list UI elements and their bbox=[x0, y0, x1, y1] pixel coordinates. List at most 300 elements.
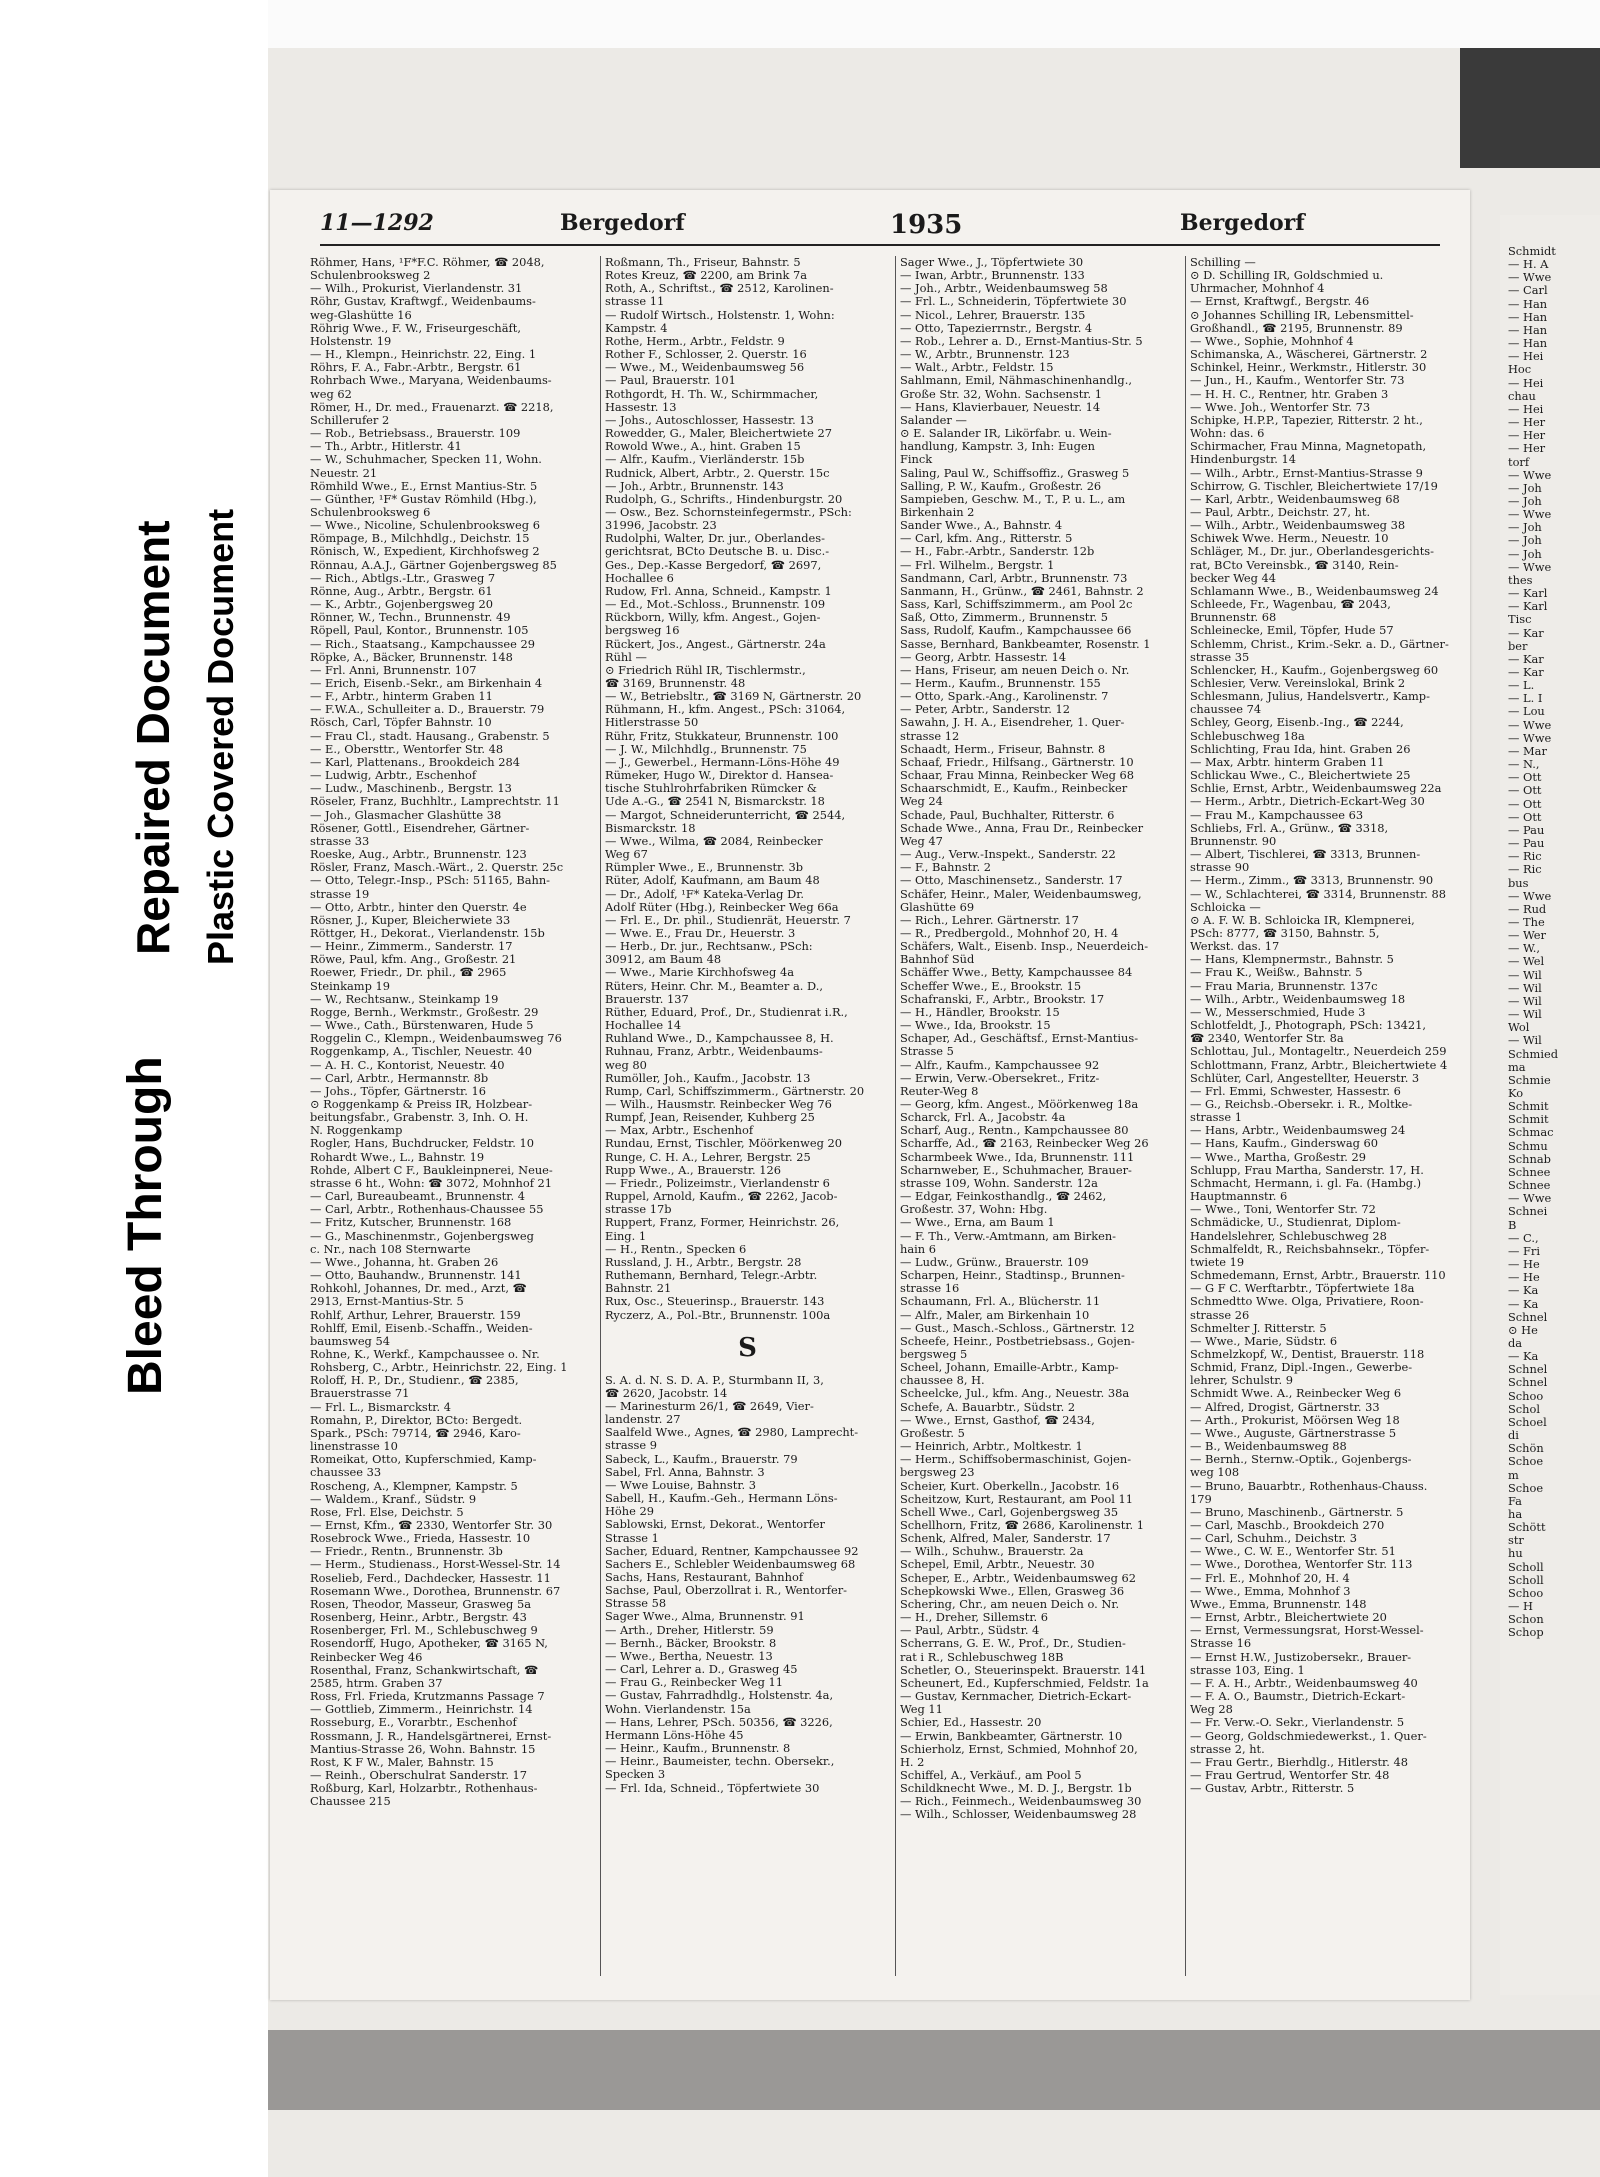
directory-entry: Bahnstr. 21 bbox=[605, 1282, 672, 1296]
directory-entry: Bahnhof Süd bbox=[900, 953, 975, 967]
directory-entry: Reinbecker Weg 46 bbox=[310, 1650, 423, 1664]
adjacent-page-fragment: — Wel bbox=[1508, 955, 1545, 969]
directory-entry: Sass, Karl, Schiffszimmerm., am Pool 2c bbox=[900, 598, 1133, 612]
directory-entry: Rosen, Theodor, Masseur, Grasweg 5a bbox=[310, 1597, 531, 1611]
directory-entry: — Herb., Dr. jur., Rechtsanw., PSch: bbox=[605, 940, 813, 954]
directory-entry: — W., Arbtr., Brunnenstr. 123 bbox=[900, 348, 1070, 362]
directory-entry: — Ed., Mot.-Schloss., Brunnenstr. 109 bbox=[605, 598, 826, 612]
directory-entry: strasse 103, Eing. 1 bbox=[1190, 1663, 1305, 1677]
directory-entry: — Hans, Kaufm., Ginderswag 60 bbox=[1190, 1137, 1379, 1151]
directory-entry: Schlencker, H., Kaufm., Gojenbergsweg 60 bbox=[1190, 663, 1439, 677]
directory-entry: — Joh., Glasmacher Glashütte 38 bbox=[310, 808, 502, 822]
directory-entry: Specken 3 bbox=[605, 1768, 666, 1782]
directory-entry: — Erich, Eisenb.-Sekr., am Birkenhain 4 bbox=[310, 677, 543, 690]
directory-entry: Rohkohl, Johannes, Dr. med., Arzt, ☎ bbox=[310, 1282, 527, 1296]
directory-entry: Scharffe, Ad., ☎ 2163, Reinbecker Weg 26 bbox=[900, 1137, 1149, 1151]
directory-entry: Rogler, Hans, Buchdrucker, Feldstr. 10 bbox=[310, 1137, 534, 1151]
directory-entry: — Wwe. E., Frau Dr., Heuerstr. 3 bbox=[605, 926, 796, 940]
adjacent-page-fragment: Schmidt bbox=[1508, 245, 1556, 258]
directory-entry: ⊙ Johannes Schilling IR, Lebensmittel- bbox=[1190, 308, 1414, 322]
directory-entry: Ude A.-G., ☎ 2541 N, Bismarckstr. 18 bbox=[605, 795, 825, 809]
directory-entry: — Frl. Ida, Schneid., Töpfertwiete 30 bbox=[605, 1781, 820, 1795]
directory-entry: weg 62 bbox=[310, 387, 352, 401]
directory-entry: — J., Gewerbel., Hermann-Löns-Höhe 49 bbox=[605, 755, 840, 769]
directory-entry: — Carl, Arbtr., Hermannstr. 8b bbox=[310, 1071, 489, 1085]
directory-entry: Große Str. 32, Wohn. Sachsenstr. 1 bbox=[900, 387, 1102, 401]
directory-entry: — Wilh., Prokurist, Vierlandenstr. 31 bbox=[310, 282, 523, 296]
directory-entry: — Jun., H., Kaufm., Wentorfer Str. 73 bbox=[1190, 374, 1405, 388]
directory-entry: Schimanska, A., Wäscherei, Gärtnerstr. 2 bbox=[1190, 348, 1428, 362]
directory-entry: — Iwan, Arbtr., Brunnenstr. 133 bbox=[900, 269, 1085, 283]
directory-entry: Rühr, Fritz, Stukkateur, Brunnenstr. 100 bbox=[605, 729, 839, 743]
directory-entry: handlung, Kampstr. 3, Inh: Eugen bbox=[900, 440, 1095, 454]
directory-entry: Scharf, Aug., Rentn., Kampchaussee 80 bbox=[900, 1124, 1129, 1138]
directory-entry: Sachse, Paul, Oberzollrat i. R., Wentorfer- bbox=[605, 1584, 848, 1598]
directory-entry: — Bruno, Bauarbtr., Rothenhaus-Chauss. bbox=[1190, 1479, 1428, 1493]
directory-entry: — F. Th., Verw.-Amtmann, am Birken- bbox=[900, 1229, 1117, 1243]
directory-entry: Rothe, Herm., Arbtr., Feldstr. 9 bbox=[605, 334, 785, 348]
directory-entry: c. Nr., nach 108 Sternwarte bbox=[310, 1242, 471, 1256]
adjacent-page-fragment: bus bbox=[1508, 876, 1529, 890]
directory-entry: gerichtsrat, BCto Deutsche B. u. Disc.- bbox=[605, 545, 830, 559]
adjacent-page-fragment: — L. bbox=[1508, 679, 1535, 693]
directory-entry: hain 6 bbox=[900, 1242, 936, 1256]
directory-entry: Rönner, W., Techn., Brunnenstr. 49 bbox=[310, 611, 511, 625]
adjacent-page-fragment: Schnel bbox=[1508, 1363, 1548, 1377]
directory-entry: — Wwe., Sophie, Mohnhof 4 bbox=[1190, 334, 1354, 348]
adjacent-page-fragment: Schött bbox=[1508, 1521, 1546, 1535]
adjacent-page-fragment: di bbox=[1508, 1429, 1519, 1443]
directory-entry: Scheper, E., Arbtr., Weidenbaumsweg 62 bbox=[900, 1571, 1136, 1585]
directory-entry: Holstenstr. 19 bbox=[310, 334, 392, 348]
adjacent-page-fragment: Schmac bbox=[1508, 1126, 1554, 1140]
directory-entry: Hitlerstrasse 50 bbox=[605, 716, 699, 730]
directory-entry: Rösler, Franz, Masch.-Wärt., 2. Querstr. 25c bbox=[310, 861, 564, 875]
directory-entry: Roloff, H. P., Dr., Studienr., ☎ 2385, bbox=[310, 1374, 519, 1388]
adjacent-page-fragment: — Lou bbox=[1508, 705, 1545, 719]
adjacent-page-fragment: torf bbox=[1508, 455, 1530, 469]
directory-entry: — Arth., Prokurist, Möörsen Weg 18 bbox=[1190, 1413, 1400, 1427]
adjacent-page-fragment: Schoe bbox=[1508, 1455, 1544, 1469]
directory-entry: — Georg, kfm. Angest., Möörkenweg 18a bbox=[900, 1098, 1139, 1111]
directory-entry: — Frl. E., Mohnhof 20, H. 4 bbox=[1190, 1571, 1350, 1585]
directory-entry: 31996, Jacobstr. 23 bbox=[605, 519, 717, 533]
directory-entry: Sablowski, Ernst, Dekorat., Wentorfer bbox=[605, 1518, 825, 1532]
directory-entry: ⊙ E. Salander IR, Likörfabr. u. Wein- bbox=[900, 427, 1112, 441]
directory-entry: — Wwe., C. W. E., Wentorfer Str. 51 bbox=[1190, 1545, 1396, 1559]
adjacent-page-fragment: — Kar bbox=[1508, 652, 1544, 666]
directory-entry: Großhandl., ☎ 2195, Brunnenstr. 89 bbox=[1190, 321, 1403, 335]
directory-entry: ⊙ Roggenkamp & Preiss IR, Holzbear- bbox=[310, 1098, 533, 1111]
directory-entry: Rossmann, J. R., Handelsgärtnerei, Ernst- bbox=[310, 1729, 552, 1743]
directory-entry: Röhr, Gustav, Kraftwgf., Weidenbaums- bbox=[310, 295, 536, 309]
directory-entry: — Erwin, Bankbeamter, Gärtnerstr. 10 bbox=[900, 1729, 1123, 1743]
directory-entry: PSch: 8777, ☎ 3150, Bahnstr. 5, bbox=[1190, 926, 1380, 940]
directory-entry: Schlupp, Frau Martha, Sanderstr. 17, H. bbox=[1190, 1163, 1424, 1177]
directory-entry: Rohde, Albert C F., Baukleinpnerei, Neue- bbox=[310, 1163, 553, 1177]
adjacent-page-fragment: Schnel bbox=[1508, 1376, 1548, 1390]
directory-entry: — Ernst, Kraftwgf., Bergstr. 46 bbox=[1190, 295, 1370, 309]
directory-entry: Schleinecke, Emil, Töpfer, Hude 57 bbox=[1190, 624, 1394, 638]
directory-entry: — Arth., Dreher, Hitlerstr. 59 bbox=[605, 1623, 774, 1637]
directory-entry: — Bruno, Maschinenb., Gärtnerstr. 5 bbox=[1190, 1505, 1404, 1519]
scan-shadow-bottom bbox=[268, 2030, 1600, 2110]
directory-entry: 30912, am Baum 48 bbox=[605, 953, 722, 967]
adjacent-page-fragment: — N., bbox=[1508, 758, 1540, 772]
directory-entry: — Frau Gertrud, Wentorfer Str. 48 bbox=[1190, 1768, 1390, 1782]
directory-entry: — Alfr., Kaufm., Vierländerstr. 15b bbox=[605, 453, 805, 467]
adjacent-page-fragment: — Karl bbox=[1508, 587, 1548, 601]
directory-entry: — Wwe., Auguste, Gärtnerstrasse 5 bbox=[1190, 1426, 1397, 1440]
directory-entry: tische Stuhlrohrfabriken Rümcker & bbox=[605, 782, 817, 796]
directory-entry: Birkenhain 2 bbox=[900, 505, 975, 519]
directory-entry: chaussee 33 bbox=[310, 1466, 382, 1480]
directory-entry: — Ernst, Vermessungsrat, Horst-Wessel- bbox=[1190, 1624, 1424, 1638]
directory-entry: — Carl, Schuhm., Deichstr. 3 bbox=[1190, 1532, 1358, 1546]
adjacent-page-fragment: Tisc bbox=[1508, 613, 1532, 627]
directory-entry: Rümeker, Hugo W., Direktor d. Hansea- bbox=[605, 769, 834, 783]
directory-entry: Rönisch, W., Expedient, Kirchhofsweg 2 bbox=[310, 545, 540, 559]
adjacent-page-fragment: Fa bbox=[1508, 1494, 1522, 1508]
adjacent-page-fragment: — Ka bbox=[1508, 1284, 1539, 1298]
directory-entry: Schinkel, Heinr., Werkmstr., Hitlerstr. 30 bbox=[1190, 361, 1427, 375]
adjacent-page-fragment: — C., bbox=[1508, 1231, 1539, 1245]
directory-entry: — Wwe Louise, Bahnstr. 3 bbox=[605, 1478, 756, 1492]
directory-entry: — Paul, Arbtr., Südstr. 4 bbox=[900, 1624, 1040, 1638]
directory-entry: strasse 19 bbox=[310, 887, 370, 901]
plastic-covered-stamp: Plastic Covered Document bbox=[200, 508, 241, 965]
directory-entry: lehrer, Schulstr. 9 bbox=[1190, 1374, 1293, 1388]
directory-entry: Sachers E., Schlebler Weidenbaumsweg 68 bbox=[605, 1557, 856, 1571]
adjacent-page-fragment: — Wwe bbox=[1508, 1192, 1552, 1206]
directory-entry: becker Weg 44 bbox=[1190, 571, 1277, 585]
directory-entry: strasse 17b bbox=[605, 1203, 672, 1217]
directory-entry: Roßmann, Th., Friseur, Bahnstr. 5 bbox=[605, 256, 801, 269]
directory-entry: Ruppert, Franz, Former, Heinrichstr. 26, bbox=[605, 1216, 840, 1230]
directory-entry: Schlebuschweg 18a bbox=[1190, 729, 1305, 743]
directory-entry: — Wwe., Cath., Bürstenwaren, Hude 5 bbox=[310, 1019, 534, 1033]
directory-entry: — B., Weidenbaumsweg 88 bbox=[1190, 1440, 1347, 1454]
directory-entry: — Carl, Bureaubeamt., Brunnenstr. 4 bbox=[310, 1190, 525, 1204]
directory-entry: — Alfr., Kaufm., Kampchaussee 92 bbox=[900, 1058, 1100, 1072]
directory-entry: Schmacht, Hermann, i. gl. Fa. (Hambg.) bbox=[1190, 1176, 1422, 1190]
directory-entry: — Edgar, Feinkosthandlg., ☎ 2462, bbox=[900, 1190, 1107, 1204]
directory-entry: — Frau Maria, Brunnenstr. 137c bbox=[1190, 979, 1378, 993]
adjacent-page-fragment: Schon bbox=[1508, 1613, 1544, 1627]
directory-entry: Brunnenstr. 68 bbox=[1190, 611, 1277, 625]
header-right-title: Bergedorf bbox=[1180, 210, 1305, 236]
directory-entry: Rösener, Gottl., Eisendreher, Gärtner- bbox=[310, 821, 530, 835]
directory-entry: linenstrasse 10 bbox=[310, 1440, 398, 1454]
adjacent-page-fragment: Schmit bbox=[1508, 1113, 1549, 1127]
adjacent-page-fragment: — Han bbox=[1508, 310, 1548, 324]
directory-entry: Werkst. das. 17 bbox=[1190, 940, 1280, 954]
directory-entry: — Georg, Goldschmiedewerkst., 1. Quer- bbox=[1190, 1729, 1427, 1743]
directory-entry: — Nicol., Lehrer, Brauerstr. 135 bbox=[900, 308, 1086, 322]
adjacent-page-fragment: Schoe bbox=[1508, 1481, 1544, 1495]
adjacent-page-fragment: — Ka bbox=[1508, 1297, 1539, 1311]
adjacent-page-fragment: — Fri bbox=[1508, 1244, 1541, 1258]
directory-entry: Schmid, Franz, Dipl.-Ingen., Gewerbe- bbox=[1190, 1361, 1413, 1375]
directory-entry: Ruhnau, Franz, Arbtr., Weidenbaums- bbox=[605, 1045, 823, 1059]
directory-entry: Schlichting, Frau Ida, hint. Graben 26 bbox=[1190, 742, 1411, 756]
adjacent-page-fragment: Schmied bbox=[1508, 1047, 1558, 1061]
directory-entry: Finck bbox=[900, 453, 933, 467]
directory-entry: Rose, Frl. Else, Deichstr. 5 bbox=[310, 1505, 464, 1519]
column-4 bbox=[1190, 256, 1460, 1976]
directory-entry: Schaaf, Friedr., Hilfsang., Gärtnerstr. 10 bbox=[900, 755, 1134, 769]
directory-entry: Rosenthal, Franz, Schankwirtschaft, ☎ bbox=[310, 1663, 539, 1677]
directory-entry: baumsweg 54 bbox=[310, 1334, 390, 1348]
directory-entry: — Rich., Lehrer. Gärtnerstr. 17 bbox=[900, 913, 1079, 927]
adjacent-page-fragment: Schön bbox=[1508, 1442, 1544, 1456]
directory-entry: Schaper, Ad., Geschäftsf., Ernst-Mantius- bbox=[900, 1032, 1139, 1046]
directory-entry: Hochallee 6 bbox=[605, 571, 674, 585]
directory-entry: — Ludwig, Arbtr., Eschenhof bbox=[310, 769, 477, 783]
directory-entry: Sampieben, Geschw. M., T., P. u. L., am bbox=[900, 492, 1126, 506]
directory-entry: Schlotfeldt, J., Photograph, PSch: 13421, bbox=[1190, 1019, 1427, 1033]
directory-entry: Scheunert, Ed., Kupferschmied, Feldstr. 1a bbox=[900, 1676, 1149, 1690]
directory-entry: Brauerstrasse 71 bbox=[310, 1387, 410, 1401]
adjacent-page-fragment: — Joh bbox=[1508, 547, 1542, 561]
directory-entry: — Karl, Plattenans., Brookdeich 284 bbox=[310, 755, 520, 769]
directory-entry: Rosendorff, Hugo, Apotheker, ☎ 3165 N, bbox=[310, 1637, 548, 1651]
adjacent-page-fragment: — W., bbox=[1508, 942, 1540, 956]
directory-entry: Schaar, Frau Minna, Reinbecker Weg 68 bbox=[900, 769, 1134, 783]
directory-entry: Rönne, Aug., Arbtr., Bergstr. 61 bbox=[310, 584, 493, 598]
directory-entry: Hochallee 14 bbox=[605, 1019, 682, 1033]
directory-entry: — Günther, ¹F* Gustav Römhild (Hbg.), bbox=[310, 492, 537, 506]
directory-entry: Strasse 5 bbox=[900, 1045, 954, 1059]
directory-entry: strasse 16 bbox=[900, 1282, 960, 1296]
directory-entry: Rohrbach Wwe., Maryana, Weidenbaums- bbox=[310, 374, 552, 388]
directory-entry: — Gottlieb, Zimmerm., Heinrichstr. 14 bbox=[310, 1703, 533, 1717]
directory-entry: Rowold Wwe., A., hint. Graben 15 bbox=[605, 440, 801, 454]
directory-entry: Rudolph, G., Schrifts., Hindenburgstr. 20 bbox=[605, 492, 843, 506]
adjacent-page-column bbox=[1508, 245, 1600, 1985]
adjacent-page-fragment: — Wil bbox=[1508, 981, 1542, 995]
directory-entry: Roggenkamp, A., Tischler, Neuestr. 40 bbox=[310, 1045, 532, 1059]
directory-entry: — Wilh., Arbtr., Weidenbaumsweg 18 bbox=[1190, 992, 1406, 1006]
directory-entry: — Wwe., Emma, Mohnhof 3 bbox=[1190, 1584, 1351, 1598]
directory-entry: — Th., Arbtr., Hitlerstr. 41 bbox=[310, 440, 462, 454]
directory-entry: — Heinr., Baumeister, techn. Obersekr., bbox=[605, 1755, 835, 1769]
header-left-title: Bergedorf bbox=[560, 210, 685, 236]
directory-page bbox=[270, 190, 1470, 2000]
directory-entry: — Wwe., Ida, Brookstr. 15 bbox=[900, 1019, 1051, 1033]
directory-entry: Ruppel, Arnold, Kaufm., ☎ 2262, Jacob- bbox=[605, 1190, 838, 1204]
directory-entry: — Wwe., Erna, am Baum 1 bbox=[900, 1216, 1055, 1230]
directory-entry: Roeske, Aug., Arbtr., Brunnenstr. 123 bbox=[310, 848, 527, 862]
column-2 bbox=[605, 256, 890, 1976]
directory-entry: — Wwe., Wilma, ☎ 2084, Reinbecker bbox=[605, 834, 823, 848]
directory-entry: — Max, Arbtr., Eschenhof bbox=[605, 1124, 754, 1138]
directory-entry: Schliebs, Frl. A., Grünw., ☎ 3318, bbox=[1190, 821, 1389, 835]
directory-entry: — G., Maschinenmstr., Gojenbergsweg bbox=[310, 1229, 534, 1243]
directory-entry: Rösner, J., Kuper, Bleicherwiete 33 bbox=[310, 913, 511, 927]
directory-entry: — Herm., Kaufm., Brunnenstr. 155 bbox=[900, 677, 1101, 690]
directory-entry: — Karl, Arbtr., Weidenbaumsweg 68 bbox=[1190, 492, 1400, 506]
adjacent-page-fragment: ma bbox=[1508, 1060, 1526, 1074]
adjacent-page-fragment: — Joh bbox=[1508, 534, 1542, 548]
adjacent-page-fragment: ber bbox=[1508, 639, 1528, 653]
directory-entry: Rowedder, G., Maler, Bleichertwiete 27 bbox=[605, 427, 832, 441]
directory-entry: — Rob., Lehrer a. D., Ernst-Mantius-Str. 5 bbox=[900, 334, 1143, 348]
adjacent-page-fragment: Schop bbox=[1508, 1626, 1544, 1640]
directory-entry: Scheefe, Heinr., Postbetriebsass., Gojen- bbox=[900, 1334, 1135, 1348]
directory-entry: — Joh., Arbtr., Brunnenstr. 143 bbox=[605, 479, 784, 493]
directory-entry: Rohlff, Emil, Eisenb.-Schaffn., Weiden- bbox=[310, 1321, 533, 1335]
adjacent-page-fragment: — Wwe bbox=[1508, 731, 1552, 745]
directory-entry: Scharck, Frl. A., Jacobstr. 4a bbox=[900, 1111, 1066, 1125]
directory-entry: Rohlf, Arthur, Lehrer, Brauerstr. 159 bbox=[310, 1308, 521, 1322]
directory-entry: Wohn: das. 6 bbox=[1190, 427, 1265, 441]
directory-entry: Roßburg, Karl, Holzarbtr., Rothenhaus- bbox=[310, 1782, 538, 1796]
directory-entry: Schlüter, Carl, Angestellter, Heuerstr. 3 bbox=[1190, 1071, 1420, 1085]
directory-entry: Handelslehrer, Schlebuschweg 28 bbox=[1190, 1229, 1387, 1243]
directory-entry: Schäfers, Walt., Eisenb. Insp., Neuerdeich- bbox=[900, 940, 1149, 954]
directory-entry: Sabeck, L., Kaufm., Brauerstr. 79 bbox=[605, 1452, 798, 1466]
directory-entry: Sabel, Frl. Anna, Bahnstr. 3 bbox=[605, 1465, 765, 1479]
directory-entry: ⊙ Friedrich Rühl IR, Tischlermstr., bbox=[605, 663, 806, 677]
directory-entry: — Ludw., Grünw., Brauerstr. 109 bbox=[900, 1255, 1089, 1269]
adjacent-page-fragment: — Hei bbox=[1508, 350, 1544, 364]
directory-entry: — Frl. L., Bismarckstr. 4 bbox=[310, 1400, 451, 1414]
directory-entry: — Hans, Klavierbauer, Neuestr. 14 bbox=[900, 400, 1101, 414]
directory-entry: Rotes Kreuz, ☎ 2200, am Brink 7a bbox=[605, 269, 808, 283]
adjacent-page-fragment: — L. I bbox=[1508, 692, 1543, 706]
directory-entry: — Ernst H.W., Justizobersekr., Brauer- bbox=[1190, 1650, 1412, 1664]
directory-entry: Glashütte 69 bbox=[900, 900, 975, 914]
adjacent-page-fragment: — Wer bbox=[1508, 929, 1546, 943]
adjacent-page-fragment: ha bbox=[1508, 1508, 1523, 1521]
adjacent-page-fragment: — Han bbox=[1508, 323, 1548, 337]
adjacent-page-fragment: — Hei bbox=[1508, 402, 1544, 416]
directory-entry: rat, BCto Vereinsbk., ☎ 3140, Rein- bbox=[1190, 558, 1399, 572]
adjacent-page-fragment: — Pau bbox=[1508, 837, 1545, 851]
directory-entry: Röhrs, F. A., Fabr.-Arbtr., Bergstr. 61 bbox=[310, 361, 522, 375]
directory-entry: — K., Arbtr., Gojenbergsweg 20 bbox=[310, 598, 494, 612]
directory-entry: Rüter, Adolf, Kaufmann, am Baum 48 bbox=[605, 874, 820, 888]
adjacent-page-fragment: Schoel bbox=[1508, 1415, 1547, 1429]
directory-entry: — W., Betriebsltr., ☎ 3169 N, Gärtnerstr. 20 bbox=[605, 690, 862, 704]
directory-entry: Schäffer Wwe., Betty, Kampchaussee 84 bbox=[900, 966, 1133, 980]
directory-entry: Schade, Paul, Buchhalter, Ritterstr. 6 bbox=[900, 808, 1115, 822]
directory-entry: strasse 12 bbox=[900, 729, 960, 743]
directory-entry: — Friedr., Rentn., Brunnenstr. 3b bbox=[310, 1545, 503, 1559]
directory-entry: Rupp Wwe., A., Brauerstr. 126 bbox=[605, 1163, 781, 1177]
directory-entry: weg 108 bbox=[1190, 1466, 1240, 1480]
directory-entry: — Paul, Brauerstr. 101 bbox=[605, 374, 736, 388]
directory-entry: — Rich., Feinmech., Weidenbaumsweg 30 bbox=[900, 1795, 1142, 1809]
directory-entry: Rumpf, Jean, Reisender, Kuhberg 25 bbox=[605, 1111, 815, 1125]
directory-entry: — Bernh., Bäcker, Brookstr. 8 bbox=[605, 1636, 777, 1650]
directory-entry: Rosenberger, Frl. M., Schlebuschweg 9 bbox=[310, 1624, 538, 1638]
directory-entry: Romahn, P., Direktor, BCto: Bergedt. bbox=[310, 1413, 523, 1427]
directory-entry: ⊙ D. Schilling IR, Goldschmied u. bbox=[1190, 269, 1384, 283]
directory-entry: Roscheng, A., Klempner, Kampstr. 5 bbox=[310, 1479, 518, 1493]
adjacent-page-fragment: — Hei bbox=[1508, 376, 1544, 390]
directory-entry: Weg 47 bbox=[900, 834, 943, 848]
adjacent-page-fragment: — Ott bbox=[1508, 797, 1542, 811]
directory-entry: strasse 11 bbox=[605, 295, 665, 309]
directory-entry: Saß, Otto, Zimmerm., Brunnenstr. 5 bbox=[900, 611, 1109, 625]
directory-entry: Weg 28 bbox=[1190, 1703, 1233, 1717]
directory-entry: — Wilh., Schlosser, Weidenbaumsweg 28 bbox=[900, 1808, 1137, 1822]
directory-entry: Schirrow, G. Tischler, Bleichertwiete 17/19 bbox=[1190, 479, 1438, 493]
directory-entry: Steinkamp 19 bbox=[310, 979, 391, 993]
directory-entry: — Erwin, Verw.-Obersekret., Fritz- bbox=[900, 1071, 1100, 1085]
adjacent-page-fragment: — Ric bbox=[1508, 863, 1542, 877]
directory-entry: Schlesier, Verw. Vereinslokal, Brink 2 bbox=[1190, 677, 1406, 690]
directory-entry: H. 2 bbox=[900, 1755, 925, 1769]
directory-entry: — Gustav, Arbtr., Ritterstr. 5 bbox=[1190, 1782, 1355, 1796]
header-year: 1935 bbox=[890, 210, 963, 240]
adjacent-page-fragment: — Wwe bbox=[1508, 889, 1552, 903]
directory-entry: — Frl. Anni, Brunnenstr. 107 bbox=[310, 663, 477, 677]
directory-entry: Sasse, Bernhard, Bankbeamter, Rosenstr. 1 bbox=[900, 637, 1151, 651]
directory-entry: strasse 2, ht. bbox=[1190, 1742, 1265, 1756]
directory-entry: 2913, Ernst-Mantius-Str. 5 bbox=[310, 1295, 464, 1309]
directory-entry: Schäfer, Heinr., Maler, Weidenbaumsweg, bbox=[900, 887, 1142, 901]
directory-entry: — Otto, Maschinensetz., Sanderstr. 17 bbox=[900, 874, 1123, 888]
directory-entry: — Wilh., Arbtr., Ernst-Mantius-Strasse 9 bbox=[1190, 466, 1423, 480]
adjacent-page-fragment: — Ric bbox=[1508, 850, 1542, 864]
directory-entry: strasse 9 bbox=[605, 1439, 657, 1453]
directory-entry: — Hans, Friseur, am neuen Deich o. Nr. bbox=[900, 663, 1130, 677]
directory-entry: Scheitzow, Kurt, Restaurant, am Pool 11 bbox=[900, 1492, 1133, 1506]
directory-entry: Rundau, Ernst, Tischler, Möörkenweg 20 bbox=[605, 1137, 842, 1151]
directory-entry: — Heinrich, Arbtr., Moltkestr. 1 bbox=[900, 1440, 1083, 1454]
directory-entry: — Gustav, Kernmacher, Dietrich-Eckart- bbox=[900, 1690, 1132, 1704]
directory-entry: Schipke, H.P.P., Tapezier, Ritterstr. 2 ht., bbox=[1190, 413, 1423, 427]
directory-entry: Strasse 58 bbox=[605, 1597, 667, 1611]
directory-entry: — Aug., Verw.-Inspekt., Sanderstr. 22 bbox=[900, 848, 1116, 862]
directory-entry: Wwe., Emma, Brunnenstr. 148 bbox=[1190, 1597, 1367, 1611]
adjacent-page-fragment: — Ott bbox=[1508, 771, 1542, 785]
adjacent-page-fragment: — Her bbox=[1508, 416, 1546, 430]
directory-entry: — Heinr., Kaufm., Brunnenstr. 8 bbox=[605, 1742, 791, 1756]
directory-entry: — Frl. Wilhelm., Bergstr. 1 bbox=[900, 558, 1055, 572]
adjacent-page-fragment: Schnab bbox=[1508, 1152, 1551, 1166]
scan-shadow-top bbox=[1460, 48, 1600, 168]
directory-entry: Sachs, Hans, Restaurant, Bahnhof bbox=[605, 1571, 804, 1584]
directory-entry: — Fritz, Kutscher, Brunnenstr. 168 bbox=[310, 1216, 512, 1230]
adjacent-page-fragment: — Wil bbox=[1508, 994, 1542, 1008]
directory-entry: Schaadt, Herm., Friseur, Bahnstr. 8 bbox=[900, 742, 1106, 756]
directory-entry: — Otto, Bauhandw., Brunnenstr. 141 bbox=[310, 1269, 522, 1283]
directory-entry: 2585, htrm. Graben 37 bbox=[310, 1676, 443, 1690]
directory-entry: — Hans, Arbtr., Weidenbaumsweg 24 bbox=[1190, 1124, 1406, 1138]
adjacent-page-fragment: — Kar bbox=[1508, 666, 1544, 679]
directory-entry: ☎ 3169, Brunnenstr. 48 bbox=[605, 677, 746, 690]
directory-entry: — H., Fabr.-Arbtr., Sanderstr. 12b bbox=[900, 545, 1095, 559]
directory-entry: Rogge, Bernh., Werkmstr., Großestr. 29 bbox=[310, 1005, 539, 1019]
directory-entry: Schlickau Wwe., C., Bleichertwiete 25 bbox=[1190, 769, 1411, 783]
directory-entry: — Hans, Klempnermstr., Bahnstr. 5 bbox=[1190, 953, 1394, 967]
directory-entry: strasse 35 bbox=[1190, 650, 1250, 664]
directory-entry: — Wwe. Joh., Wentorfer Str. 73 bbox=[1190, 400, 1371, 414]
directory-entry: — Johs., Töpfer, Gärtnerstr. 16 bbox=[310, 1084, 486, 1098]
directory-entry: Kampstr. 4 bbox=[605, 321, 668, 335]
directory-entry: Rüters, Heinr. Chr. M., Beamter a. D., bbox=[605, 979, 823, 993]
directory-entry: rat i R., Schlebuschweg 18B bbox=[900, 1650, 1064, 1664]
directory-entry: — F.W.A., Schulleiter a. D., Brauerstr. 79 bbox=[310, 703, 545, 717]
directory-entry: — Wwe., Dorothea, Wentorfer Str. 113 bbox=[1190, 1558, 1413, 1572]
directory-entry: Runge, C. H. A., Lehrer, Bergstr. 25 bbox=[605, 1150, 811, 1164]
directory-entry: — Margot, Schneiderunterricht, ☎ 2544, bbox=[605, 808, 846, 822]
directory-entry: strasse 33 bbox=[310, 834, 370, 848]
